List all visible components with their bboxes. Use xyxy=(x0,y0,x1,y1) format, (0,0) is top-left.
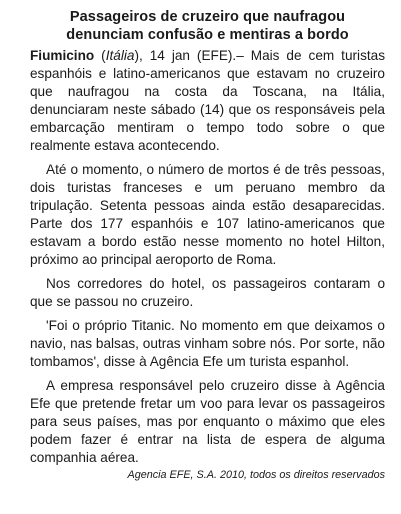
headline-line-2: denunciam confusão e mentiras a bordo xyxy=(66,27,349,43)
article-paragraph-3: Nos corredores do hotel, os passageiros contaram o que se passou no cruzeiro. xyxy=(30,276,385,309)
article-paragraph-5: A empresa responsável pelo cruzeiro disse à Agência Efe que pretende fretar um voo para levar os passageiros para seus países, mas por enquanto o máximo que eles podem fazer é entrar na lista de espera de alguma companhia aérea. xyxy=(30,378,385,465)
article-paragraph-1 xyxy=(30,47,385,155)
headline-line-1: Passageiros de cruzeiro que naufragou xyxy=(69,9,346,25)
dateline-rest: ), 14 jan (EFE).– xyxy=(134,48,251,63)
dateline-open: ( xyxy=(94,48,106,63)
dateline-place: Fiumicino xyxy=(30,48,95,63)
source-credit: Agencia EFE, S.A. 2010, todos os direitos reservados xyxy=(127,469,385,481)
article-paragraph-4: 'Foi o próprio Titanic. No momento em que deixamos o navio, nas balsas, outras vinham sobre nós. Por sorte, não tombamos', disse à Agência Efe um turista espanhol. xyxy=(30,318,385,369)
news-article xyxy=(30,8,385,482)
article-paragraph-2: Até o momento, o número de mortos é de três pessoas, dois turistas franceses e um peruano membro da tripulação. Setenta pessoas ainda estão desaparecidas. Parte dos 177 espanhóis e 107 latino-americanos que estavam a bordo estão nesse momento no hotel Hilton, próximo ao principal aeroporto de Roma. xyxy=(30,162,385,267)
paragraph-1-text: Mais de cem turistas espanhóis e latino-americanos que estavam no cruzeiro que naufragou na costa da Toscana, na Itália, denunciaram neste sábado (14) que os responsáveis pela embarcação mentiram o tempo todo sobre o que realmente estava acontecendo. xyxy=(30,48,386,153)
article-headline xyxy=(30,8,385,44)
dateline-country: Itália xyxy=(105,48,135,63)
